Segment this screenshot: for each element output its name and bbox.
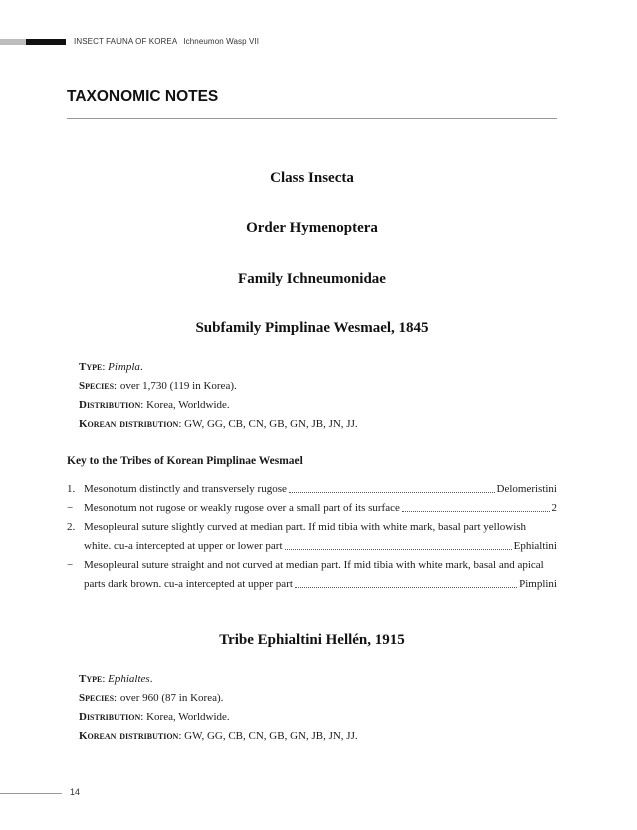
key-couplet-2b-cont — [67, 575, 557, 594]
heading-subfamily: Subfamily Pimplinae Wesmael, 1845 — [195, 320, 429, 336]
subfamily-info — [79, 358, 358, 434]
distribution-label: Distribution — [79, 399, 141, 411]
species-label: Species — [79, 380, 115, 392]
subfamily-species: Species: over 1,730 (119 in Korea). — [79, 380, 237, 392]
type-value: Pimpla — [108, 361, 140, 373]
couplet-text: Mesonotum distinctly and transversely rugose — [84, 483, 287, 495]
running-title: INSECT FAUNA OF KOREA — [74, 37, 178, 46]
distribution-value: Korea, Worldwide. — [146, 711, 230, 723]
section-title: TAXONOMIC NOTES — [67, 88, 219, 105]
heading-family: Family Ichneumonidae — [238, 271, 386, 287]
key-couplet-2a — [67, 518, 557, 537]
leader-dots — [285, 537, 512, 550]
subfamily-distribution: Distribution: Korea, Worldwide. — [79, 399, 230, 411]
key-couplet-1b — [67, 499, 557, 518]
tribe-distribution: Distribution: Korea, Worldwide. — [79, 711, 230, 723]
footer-rule — [0, 793, 62, 794]
couplet-text: Mesopleural suture slightly curved at median part. If mid tibia with white mark, basal part yellowish — [84, 521, 527, 533]
couplet-text: white. cu-a intercepted at upper or lower part — [84, 540, 283, 552]
species-value: over 960 (87 in Korea). — [119, 692, 224, 704]
tribe-type: Type: Ephialtes. — [79, 673, 153, 685]
couplet-result: Delomeristini — [496, 483, 557, 495]
key-couplet-2b — [67, 556, 557, 575]
type-label: Type — [79, 673, 103, 685]
page-number: 14 — [70, 787, 81, 797]
couplet-result: 2 — [551, 502, 557, 514]
leader-dots — [402, 499, 550, 512]
header-bar-gray — [0, 39, 26, 45]
couplet-text: parts dark brown. cu-a intercepted at upper part — [84, 578, 293, 590]
type-value: Ephialtes — [108, 673, 150, 685]
running-subtitle: Ichneumon Wasp VII — [183, 37, 260, 46]
header-bar-black — [26, 39, 66, 45]
key-couplet-2a-cont — [67, 537, 557, 556]
type-label: Type — [79, 361, 103, 373]
tribe-species: Species: over 960 (87 in Korea). — [79, 692, 224, 704]
couplet-result: Pimplini — [519, 578, 557, 590]
distribution-value: Korea, Worldwide. — [146, 399, 230, 411]
tribe-korean-distribution: Korean distribution: GW, GG, CB, CN, GB, GN, JB, JN, JJ. — [79, 730, 358, 742]
species-value: over 1,730 (119 in Korea). — [119, 380, 237, 392]
korean-distribution-label: Korean distribution — [79, 418, 179, 430]
species-label: Species — [79, 692, 115, 704]
running-head — [74, 37, 259, 46]
distribution-label: Distribution — [79, 711, 141, 723]
leader-dots — [289, 480, 495, 493]
tribe-info — [79, 670, 358, 746]
korean-distribution-value: GW, GG, CB, CN, GB, GN, JB, JN, JJ. — [184, 730, 358, 742]
identification-key — [67, 480, 557, 594]
couplet-mark: − — [67, 559, 74, 571]
heading-class: Class Insecta — [270, 170, 354, 186]
subfamily-korean-distribution: Korean distribution: GW, GG, CB, CN, GB, GN, JB, JN, JJ. — [79, 418, 358, 430]
leader-dots — [295, 575, 517, 588]
couplet-mark: 1. — [67, 483, 76, 495]
couplet-text: Mesonotum not rugose or weakly rugose over a small part of its surface — [84, 502, 400, 514]
key-couplet-1a — [67, 480, 557, 499]
korean-distribution-value: GW, GG, CB, CN, GB, GN, JB, JN, JJ. — [184, 418, 358, 430]
subfamily-type: Type: Pimpla. — [79, 361, 143, 373]
key-title: Key to the Tribes of Korean Pimplinae Wesmael — [67, 455, 303, 467]
couplet-text: Mesopleural suture straight and not curved at median part. If mid tibia with white mark, basal and apical — [84, 559, 544, 571]
heading-tribe: Tribe Ephialtini Hellén, 1915 — [219, 632, 405, 648]
heading-order: Order Hymenoptera — [246, 220, 378, 236]
korean-distribution-label: Korean distribution — [79, 730, 179, 742]
couplet-result: Ephialtini — [513, 540, 557, 552]
couplet-mark: − — [67, 502, 74, 514]
section-rule — [67, 118, 557, 119]
couplet-mark: 2. — [67, 521, 76, 533]
